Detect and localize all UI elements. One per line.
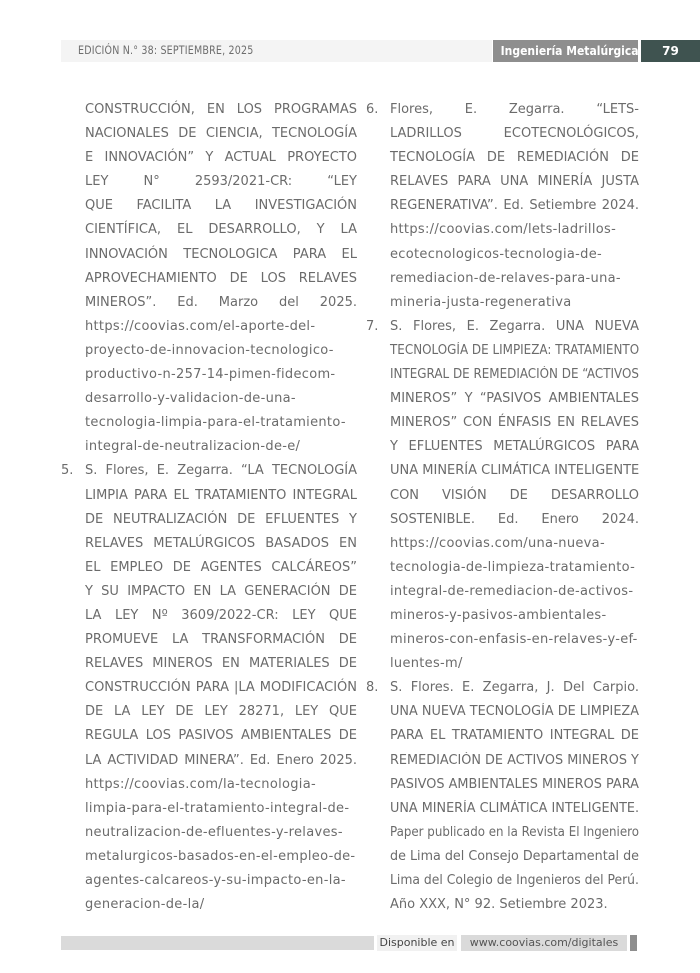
- text-line: Año XXX, N° 92. Setiembre 2023.: [390, 897, 608, 913]
- reference-text: [85, 459, 357, 917]
- page-number: 79: [641, 40, 700, 62]
- text-line: integral-de-remediacion-de-activos-: [390, 583, 634, 599]
- text-line: NACIONALES DE CIENCIA, TECNOLOGÍA: [85, 126, 357, 142]
- text-line: MINEROS”. Ed. Marzo del 2025.: [85, 294, 357, 310]
- text-line: PASIVOS AMBIENTALES MINEROS PARA: [390, 776, 639, 792]
- text-line: LEY N° 2593/2021-CR: “LEY: [85, 174, 357, 190]
- text-line: PROMUEVE LA TRANSFORMACIÓN DE: [85, 632, 357, 648]
- text-line: proyecto-de-innovacion-tecnologico-: [85, 342, 334, 358]
- continuation-text: [85, 98, 357, 459]
- text-line: REGULA LOS PASIVOS AMBIENTALES DE: [85, 728, 357, 744]
- text-line: UNA NUEVA TECNOLOGÍA DE LIMPIEZA: [390, 704, 640, 720]
- text-line: RELAVES MINEROS EN MATERIALES DE: [85, 656, 357, 672]
- text-line: LIMPIA PARA EL TRATAMIENTO INTEGRAL: [85, 487, 357, 503]
- text-line: desarrollo-y-validacion-de-una-: [85, 391, 296, 407]
- text-line: TECNOLOGÍA DE REMEDIACIÓN DE: [390, 150, 639, 166]
- text-line: Lima del Colegio de Ingenieros del Perú.: [390, 873, 639, 888]
- text-line: Y EFLUENTES METALÚRGICOS PARA: [390, 439, 639, 455]
- text-line: mineros-con-enfasis-en-relaves-y-ef-: [390, 632, 638, 648]
- text-line: RELAVES METALÚRGICOS BASADOS EN: [85, 535, 357, 551]
- text-line: https://coovias.com/lets-ladrillos-: [390, 222, 617, 238]
- text-line: https://coovias.com/la-tecnologia-: [85, 776, 316, 792]
- text-line: INNOVACIÓN TECNOLOGICA PARA EL: [85, 246, 357, 262]
- text-line: MINEROS” CON ÉNFASIS EN RELAVES: [390, 415, 639, 431]
- section-title: [493, 40, 638, 62]
- text-line: INTEGRAL DE REMEDIACIÓN DE “ACTIVOS: [390, 367, 639, 383]
- text-line: productivo-n-257-14-pimen-fidecom-: [85, 367, 336, 383]
- text-line: RELAVES PARA UNA MINERÍA JUSTA: [390, 174, 639, 190]
- footer-end-block: [630, 935, 637, 951]
- text-line: UNA MINERÍA CLIMÁTICA INTELIGENTE: [390, 463, 640, 479]
- reference-number: 6.: [366, 102, 379, 117]
- text-line: TECNOLOGÍA DE LIMPIEZA: TRATAMIENTO: [390, 342, 640, 358]
- text-line: LA ACTIVIDAD MINERA”. Ed. Enero 2025.: [85, 752, 357, 768]
- text-line: limpia-para-el-tratamiento-integral-de-: [85, 800, 350, 816]
- text-line: CONSTRUCCIÓN, EN LOS PROGRAMAS: [85, 102, 357, 117]
- section-title-text: Ingeniería Metalúrgica: [500, 44, 639, 58]
- text-line: agentes-calcareos-y-su-impacto-en-la-: [85, 873, 346, 888]
- text-line: remediacion-de-relaves-para-una-: [390, 270, 621, 286]
- text-line: mineros-y-pasivos-ambientales-: [390, 607, 607, 623]
- text-line: metalurgicos-basados-en-el-empleo-de-: [85, 848, 356, 864]
- reference-text: [390, 315, 639, 676]
- reference-item: [366, 315, 640, 676]
- text-line: S. Flores. E. Zegarra, J. Del Carpio.: [390, 680, 639, 696]
- text-line: QUE FACILITA LA INVESTIGACIÓN: [85, 198, 357, 214]
- text-line: MINEROS” Y “PASIVOS AMBIENTALES: [390, 391, 639, 407]
- reference-number: 7.: [366, 318, 379, 334]
- reference-text: [390, 676, 639, 917]
- text-line: DE LA LEY DE LEY 28271, LEY QUE: [85, 704, 357, 720]
- text-line: REMEDIACIÓN DE ACTIVOS MINEROS Y: [390, 752, 639, 768]
- text-line: CIENTÍFICA, EL DESARROLLO, Y LA: [85, 222, 357, 238]
- text-line: tecnologia-limpia-para-el-tratamiento-: [85, 415, 346, 431]
- text-line: ecotecnologicos-tecnologia-de-: [390, 246, 602, 262]
- text-line: https://coovias.com/una-nueva-: [390, 535, 605, 551]
- text-line: Flores, E. Zegarra. “LETS-: [390, 102, 639, 117]
- text-line: de Lima del Consejo Departamental de: [390, 848, 639, 864]
- reference-item: [61, 459, 357, 917]
- text-line: tecnologia-de-limpieza-tratamiento-: [390, 559, 636, 575]
- reference-list-right: [366, 98, 640, 917]
- text-line: CON VISIÓN DE DESARROLLO: [390, 487, 639, 503]
- text-line: generacion-de-la/: [85, 897, 205, 913]
- text-line: https://coovias.com/el-aporte-del-: [85, 318, 316, 334]
- text-line: APROVECHAMIENTO DE LOS RELAVES: [85, 270, 357, 286]
- text-line: Paper publicado en la Revista El Ingeniero: [390, 824, 639, 840]
- footer-bar: [61, 936, 374, 950]
- text-line: luentes-m/: [390, 656, 463, 672]
- text-line: UNA MINERÍA CLIMÁTICA INTELIGENTE.: [390, 800, 640, 816]
- text-line: integral-de-neutralizacion-de-e/: [85, 439, 301, 455]
- footer-url-link[interactable]: www.coovias.com/digitales: [461, 935, 627, 951]
- text-line: S. Flores, E. Zegarra. UNA NUEVA: [390, 318, 639, 334]
- text-line: E INNOVACIÓN” Y ACTUAL PROYECTO: [85, 150, 357, 166]
- text-line: mineria-justa-regenerativa: [390, 294, 572, 310]
- reference-number: 8.: [366, 680, 379, 696]
- text-line: CONSTRUCCIÓN PARA |LA MODIFICACIÓN: [85, 680, 357, 696]
- reference-text: [390, 98, 639, 315]
- text-line: Y SU IMPACTO EN LA GENERACIÓN DE: [85, 583, 357, 599]
- text-line: EL EMPLEO DE AGENTES CALCÁREOS”: [85, 559, 357, 575]
- text-line: S. Flores, E. Zegarra. “LA TECNOLOGÍA: [85, 463, 357, 479]
- footer-available-label: Disponible en: [377, 935, 457, 951]
- reference-number: 5.: [61, 463, 74, 479]
- text-line: LA LEY Nº 3609/2022-CR: LEY QUE: [85, 607, 357, 623]
- edition-label: EDICIÓN N.° 38: SEPTIEMBRE, 2025: [78, 43, 254, 57]
- reference-item: [366, 98, 639, 315]
- reference-item: [366, 676, 640, 917]
- text-line: LADRILLOS ECOTECNOLÓGICOS,: [390, 126, 639, 142]
- text-line: DE NEUTRALIZACIÓN DE EFLUENTES Y: [85, 511, 357, 527]
- left-column: [61, 98, 357, 917]
- text-line: neutralizacion-de-efluentes-y-relaves-: [85, 824, 343, 840]
- right-column: [366, 98, 640, 917]
- text-line: SOSTENIBLE. Ed. Enero 2024.: [390, 511, 639, 527]
- text-line: PARA EL TRATAMIENTO INTEGRAL DE: [390, 728, 639, 744]
- text-line: REGENERATIVA”. Ed. Setiembre 2024.: [390, 198, 639, 214]
- reference-list-left: [61, 459, 357, 917]
